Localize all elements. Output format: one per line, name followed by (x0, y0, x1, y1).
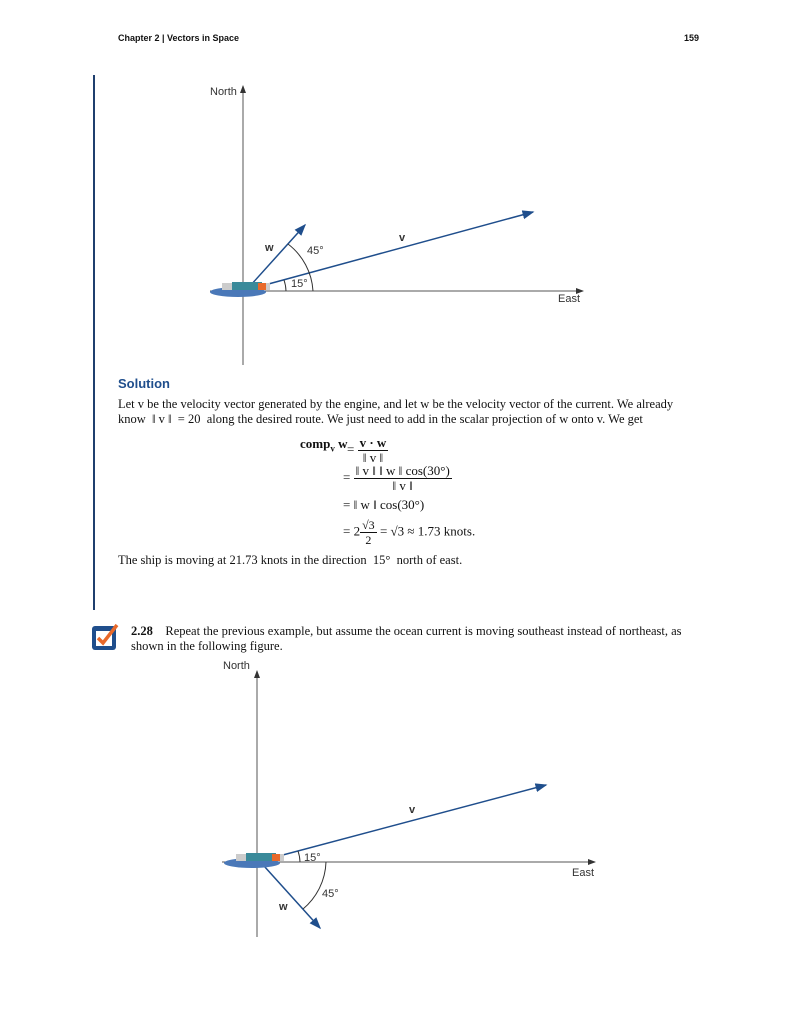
w-label: w (265, 242, 274, 254)
page-number: 159 (683, 33, 699, 43)
equation-row-1: = $\frac{v \cdot w}{‖ v ‖}$ (347, 435, 387, 465)
angle-15-label: 15° (291, 278, 308, 290)
w-label: w (279, 901, 288, 913)
equation-row-2: = $\frac{‖ v ‖ ‖ w ‖ \cos(30^\circ)}{‖ v ‖}$ (343, 463, 450, 493)
north-label: North (210, 86, 237, 98)
solution-line-1: Let v be the velocity vector generated by the engine, and let w be the velocity vector of the current. We already (118, 397, 674, 411)
solution-conclusion: The ship is moving at 21.73 knots in the direction 15° north of east. (118, 553, 463, 567)
angle-45-label: 45° (307, 245, 324, 257)
angle-15-label: 15° (304, 852, 321, 864)
chapter-header: Chapter 2 | Vectors in Space (118, 33, 240, 43)
solution-heading: Solution (118, 376, 170, 391)
ship-icon (224, 853, 284, 868)
angle-arc-45 (303, 862, 326, 909)
angle-arc-15 (284, 280, 286, 291)
v-label: v (409, 804, 416, 816)
equation-lhs: comp$_v$ w (300, 436, 348, 454)
angle-45-label: 45° (322, 888, 339, 900)
east-label: East (572, 867, 595, 879)
north-label: North (223, 660, 250, 672)
angle-arc-15 (298, 851, 300, 862)
vector-w (264, 866, 320, 928)
figure-2-diagram (0, 650, 791, 950)
equation-row-3: = ‖ w ‖ cos(30°) (343, 497, 425, 512)
equation-row-4: = 2 $\frac{√3}{2}$ = √3 ≈ 1.73 knots. (343, 518, 476, 547)
figure-1-diagram (0, 0, 791, 380)
v-label: v (399, 232, 406, 244)
solution-line-2: know ‖ v ‖ = 20 along the desired route. We just need to add in the scalar projection of w onto v. We get (118, 412, 643, 426)
checkpoint-icon (91, 623, 119, 651)
exercise-text: 2.28 Repeat the previous example, but assume the ocean current is moving southeast instead of northeast, as shown in the following figure. (131, 624, 682, 653)
ship-icon (210, 282, 270, 297)
east-label: East (558, 293, 581, 305)
vector-v (264, 785, 546, 860)
